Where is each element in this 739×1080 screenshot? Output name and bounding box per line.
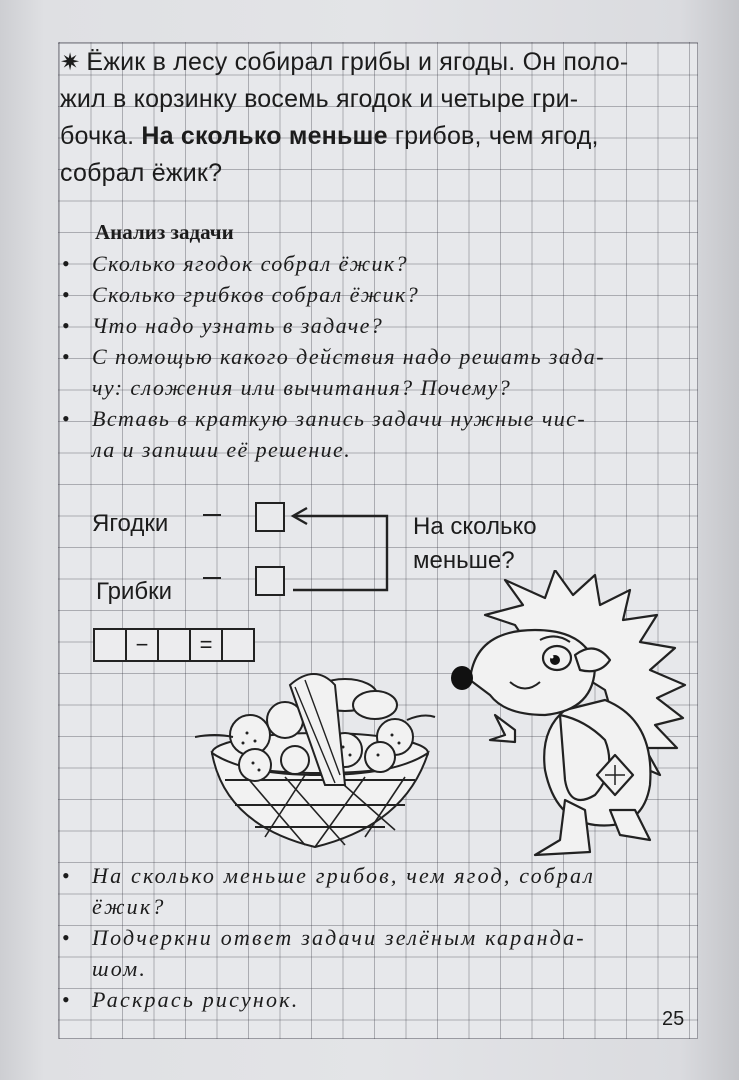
minus-sign: − <box>127 630 159 660</box>
bullet-icon: • <box>62 406 72 431</box>
bullet-icon: • <box>62 863 72 888</box>
equals-sign: = <box>191 630 223 660</box>
page-number: 25 <box>662 1008 685 1030</box>
analysis-question-text: чу: сложения или вычитания? Почему? <box>92 375 512 400</box>
question-label-line-2: меньше? <box>413 547 515 574</box>
bullet-icon: • <box>62 313 72 338</box>
berries-answer-box[interactable] <box>255 502 285 532</box>
task-line-3-suffix: грибов, чем ягод, <box>387 122 599 150</box>
task-line-2: жил в корзинку восемь ягодок и четыре гри- <box>60 85 579 113</box>
analysis-title: Анализ задачи <box>95 220 234 244</box>
bullet-icon: • <box>62 282 72 307</box>
analysis-questions <box>62 248 712 465</box>
bullet-icon: • <box>62 987 72 1012</box>
task-line-3-bold: На сколько меньше <box>141 122 388 150</box>
solution-cell-2[interactable] <box>159 630 191 660</box>
berries-dash <box>203 514 221 516</box>
analysis-question-text: Сколько ягодок собрал ёжик? <box>92 251 408 276</box>
final-question-text: ёжик? <box>92 894 166 919</box>
mushrooms-label: Грибки <box>96 578 173 605</box>
bullet-icon: • <box>62 925 72 950</box>
basket-icon <box>195 665 445 855</box>
task-line-4: собрал ёжик? <box>60 159 223 187</box>
analysis-question <box>62 310 712 341</box>
solution-cell-answer[interactable] <box>223 630 253 660</box>
berries-label: Ягодки <box>92 510 169 537</box>
final-questions <box>62 860 712 1015</box>
bullet-icon: • <box>62 251 72 276</box>
star-marker-icon: ✷ <box>60 49 81 76</box>
solution-cells <box>93 628 255 662</box>
hedgehog-icon <box>445 570 690 860</box>
bullet-icon: • <box>62 344 72 369</box>
question-label-line-1: На сколько <box>413 513 537 540</box>
final-question <box>62 984 712 1015</box>
analysis-question-text: С помощью какого действия надо решать зада- <box>92 344 605 369</box>
final-question-text: шом. <box>92 956 148 981</box>
final-question <box>62 860 712 891</box>
analysis-question <box>62 403 712 434</box>
task-line-3-prefix: бочка. <box>60 122 142 150</box>
comparison-bracket-arrow-icon <box>285 500 405 600</box>
solution-cell-1[interactable] <box>95 630 127 660</box>
final-question-text: Подчеркни ответ задачи зелёным каранда- <box>92 925 586 950</box>
analysis-question <box>62 341 712 372</box>
analysis-question-text: ла и запиши её решение. <box>92 437 352 462</box>
analysis-question-text: Вставь в краткую запись задачи нужные чис- <box>92 406 587 431</box>
analysis-question-text: Сколько грибков собрал ёжик? <box>92 282 420 307</box>
final-question-continuation <box>62 891 712 922</box>
final-question-text: На сколько меньше грибов, чем ягод, собрал <box>92 863 596 888</box>
final-question-text: Раскрась рисунок. <box>92 987 300 1012</box>
analysis-question-continuation <box>62 434 712 465</box>
final-question-continuation <box>62 953 712 984</box>
final-question <box>62 922 712 953</box>
task-line-1: Ёжик в лесу собирал грибы и ягоды. Он поло- <box>86 48 629 76</box>
mushrooms-answer-box[interactable] <box>255 566 285 596</box>
task-text <box>60 44 710 192</box>
analysis-question <box>62 248 712 279</box>
question-label <box>413 510 537 578</box>
analysis-question-text: Что надо узнать в задаче? <box>92 313 384 338</box>
mushrooms-dash <box>203 577 221 579</box>
analysis-question <box>62 279 712 310</box>
analysis-question-continuation <box>62 372 712 403</box>
